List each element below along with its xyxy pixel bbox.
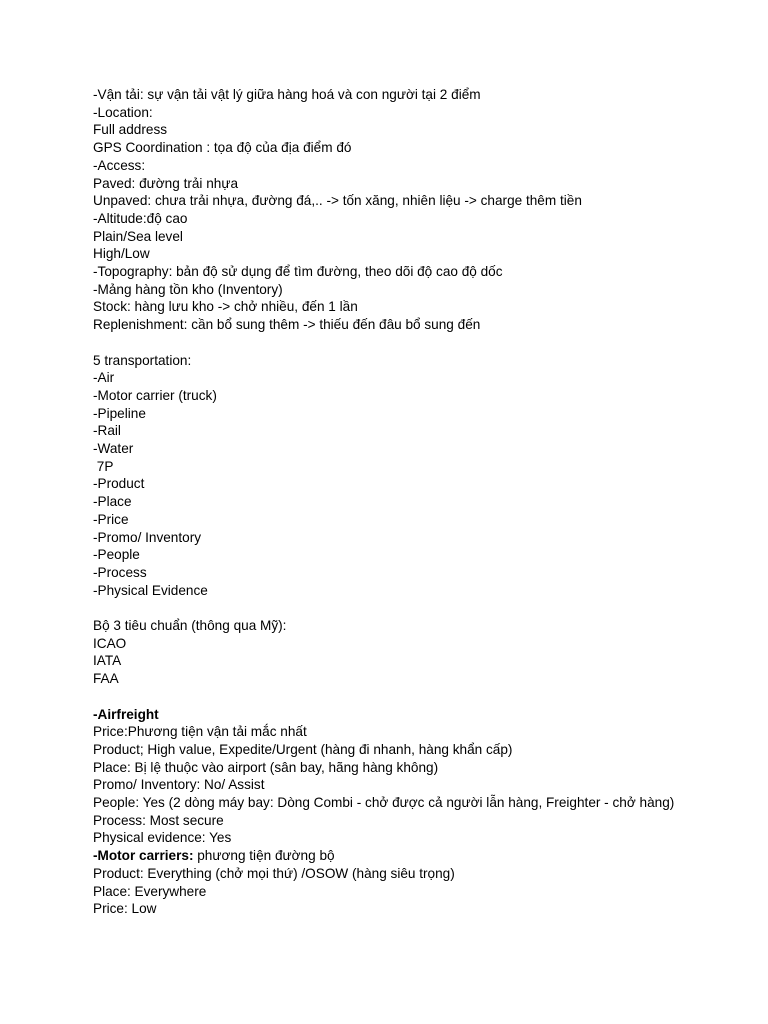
text-line: Bộ 3 tiêu chuẩn (thông qua Mỹ): xyxy=(93,618,287,634)
text-line: Plain/Sea level xyxy=(93,228,183,244)
blank-line xyxy=(93,599,683,617)
text-line: -Altitude:độ cao xyxy=(93,210,188,226)
text-line: 7P xyxy=(93,458,114,474)
text-line: GPS Coordination : tọa độ của địa điểm đó xyxy=(93,140,352,156)
heading-text: -Airfreight xyxy=(93,706,159,722)
text-line: ICAO xyxy=(93,635,127,651)
text-line: People: Yes (2 dòng máy bay: Dòng Combi - chở được cả người lẫn hàng, Freighter - chở hàng) xyxy=(93,795,675,811)
text-line: -Mảng hàng tồn kho (Inventory) xyxy=(93,281,283,297)
text-line: Price: Low xyxy=(93,901,157,917)
text-line: -Promo/ Inventory xyxy=(93,529,202,545)
text-line: -People xyxy=(93,547,140,563)
text-line: -Rail xyxy=(93,423,121,439)
text-line: Promo/ Inventory: No/ Assist xyxy=(93,777,265,793)
text-line: -Price xyxy=(93,511,129,527)
section-heading-motor-carriers xyxy=(93,847,683,865)
text-line: -Process xyxy=(93,564,147,580)
text-line: -Topography: bản độ sử dụng để tìm đường, theo dõi độ cao độ dốc xyxy=(93,264,503,280)
text-line: -Vận tải: sự vận tải vật lý giữa hàng hoá và con người tại 2 điểm xyxy=(93,87,481,102)
text-line: High/Low xyxy=(93,246,150,262)
text-line: FAA xyxy=(93,671,119,687)
heading-description: phương tiện đường bộ xyxy=(193,848,335,864)
text-line: Price:Phương tiện vận tải mắc nhất xyxy=(93,724,307,740)
text-line: Product: Everything (chở mọi thứ) /OSOW (hàng siêu trọng) xyxy=(93,865,455,881)
text-line: -Access: xyxy=(93,157,146,173)
text-line: Product; High value, Expedite/Urgent (hàng đi nhanh, hàng khẩn cấp) xyxy=(93,741,513,757)
text-line: -Place xyxy=(93,494,132,510)
text-line: Full address xyxy=(93,122,168,138)
text-line: Place: Bị lệ thuộc vào airport (sân bay, hãng hàng không) xyxy=(93,759,439,775)
text-line: Replenishment: cần bổ sung thêm -> thiếu đến đâu bổ sung đến xyxy=(93,317,481,333)
heading-text: -Motor carriers: xyxy=(93,848,194,864)
text-line: 5 transportation: xyxy=(93,352,192,368)
text-line: Stock: hàng lưu kho -> chở nhiều, đến 1 lần xyxy=(93,299,358,315)
text-line: -Location: xyxy=(93,104,153,120)
text-line: Process: Most secure xyxy=(93,812,224,828)
text-line: Unpaved: chưa trải nhựa, đường đá,.. -> tốn xăng, nhiên liệu -> charge thêm tiền xyxy=(93,193,582,209)
text-line: -Physical Evidence xyxy=(93,582,208,598)
blank-line xyxy=(93,334,683,352)
text-line: Physical evidence: Yes xyxy=(93,830,232,846)
document-body xyxy=(93,86,683,918)
text-line: -Motor carrier (truck) xyxy=(93,387,217,403)
text-line: Place: Everywhere xyxy=(93,883,207,899)
text-line: -Product xyxy=(93,476,145,492)
text-line: IATA xyxy=(93,653,122,669)
section-heading-airfreight xyxy=(93,706,683,724)
text-line: -Air xyxy=(93,370,115,386)
text-line: -Water xyxy=(93,441,134,457)
text-line: -Pipeline xyxy=(93,405,146,421)
blank-line xyxy=(93,688,683,706)
text-line: Paved: đường trải nhựa xyxy=(93,175,239,191)
